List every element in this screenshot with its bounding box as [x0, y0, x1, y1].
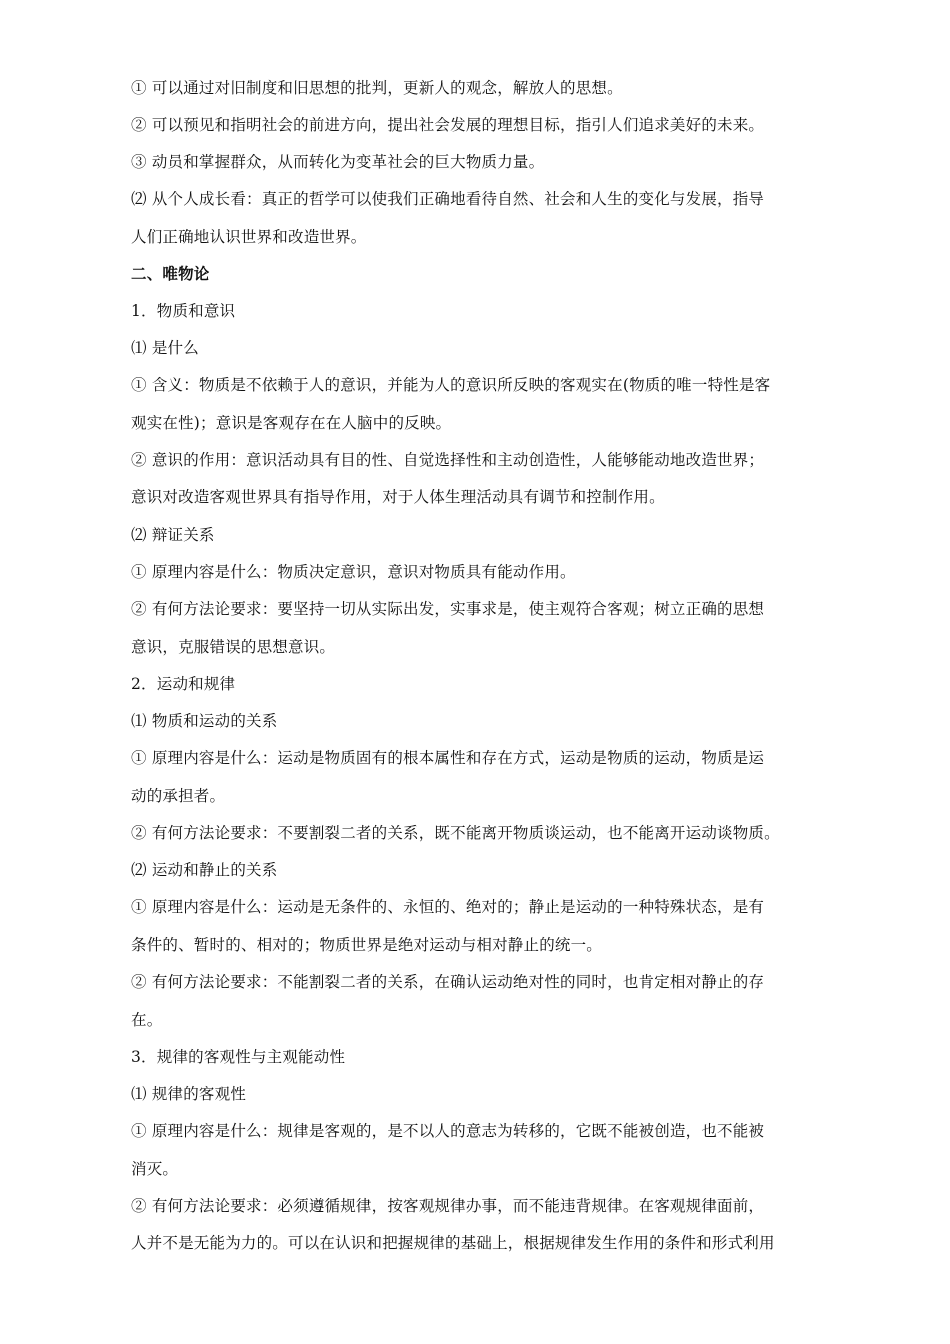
item-heading: ⑵ 运动和静止的关系 — [131, 861, 278, 879]
text-line: 条件的、暂时的、相对的；物质世界是绝对运动与相对静止的统一。 — [131, 936, 603, 954]
text-line: 观实在性)；意识是客观存在在人脑中的反映。 — [131, 414, 452, 432]
subsection-heading: 1．物质和意识 — [131, 302, 236, 320]
text-line: 消灭。 — [131, 1160, 179, 1178]
text-line: ② 有何方法论要求：不要割裂二者的关系，既不能离开物质谈运动，也不能离开运动谈物质。 — [131, 824, 780, 842]
text-line: ② 意识的作用：意识活动具有目的性、自觉选择性和主动创造性，人能够能动地改造世界； — [131, 451, 765, 469]
subsection-heading: 3．规律的客观性与主观能动性 — [131, 1048, 346, 1066]
text-line: ① 原理内容是什么：规律是客观的，是不以人的意志为转移的，它既不能被创造，也不能被 — [131, 1122, 765, 1140]
subsection-heading: 2．运动和规律 — [131, 675, 236, 693]
text-line: 人们正确地认识世界和改造世界。 — [131, 228, 367, 246]
text-line: ② 有何方法论要求：要坚持一切从实际出发，实事求是，使主观符合客观；树立正确的思想 — [131, 600, 765, 618]
text-line: 在。 — [131, 1011, 163, 1029]
section-heading: 二、唯物论 — [131, 265, 210, 283]
text-line: ① 原理内容是什么：运动是物质固有的根本属性和存在方式，运动是物质的运动，物质是运 — [131, 749, 765, 767]
text-line: ② 可以预见和指明社会的前进方向，提出社会发展的理想目标，指引人们追求美好的未来。 — [131, 116, 765, 134]
text-line: 人并不是无能为力的。可以在认识和把握规律的基础上，根据规律发生作用的条件和形式利用 — [131, 1234, 775, 1252]
text-line: ③ 动员和掌握群众，从而转化为变革社会的巨大物质力量。 — [131, 153, 545, 171]
item-heading: ⑴ 物质和运动的关系 — [131, 712, 278, 730]
text-line: ① 可以通过对旧制度和旧思想的批判，更新人的观念，解放人的思想。 — [131, 79, 623, 97]
text-line: ② 有何方法论要求：必须遵循规律，按客观规律办事，而不能违背规律。在客观规律面前， — [131, 1197, 765, 1215]
text-line: ① 含义：物质是不依赖于人的意识，并能为人的意识所反映的客观实在(物质的唯一特性是客 — [131, 376, 771, 394]
item-heading: ⑴ 规律的客观性 — [131, 1085, 247, 1103]
item-heading: ⑵ 辩证关系 — [131, 526, 215, 544]
text-line: 意识对改造客观世界具有指导作用，对于人体生理活动具有调节和控制作用。 — [131, 488, 665, 506]
text-line: ① 原理内容是什么：运动是无条件的、永恒的、绝对的；静止是运动的一种特殊状态，是有 — [131, 898, 765, 916]
text-line: ① 原理内容是什么：物质决定意识，意识对物质具有能动作用。 — [131, 563, 576, 581]
text-line: ⑵ 从个人成长看：真正的哲学可以使我们正确地看待自然、社会和人生的变化与发展，指导 — [131, 190, 765, 208]
text-line: ② 有何方法论要求：不能割裂二者的关系，在确认运动绝对性的同时，也肯定相对静止的存 — [131, 973, 765, 991]
item-heading: ⑴ 是什么 — [131, 339, 199, 357]
text-line: 意识，克服错误的思想意识。 — [131, 638, 336, 656]
text-line: 动的承担者。 — [131, 787, 226, 805]
